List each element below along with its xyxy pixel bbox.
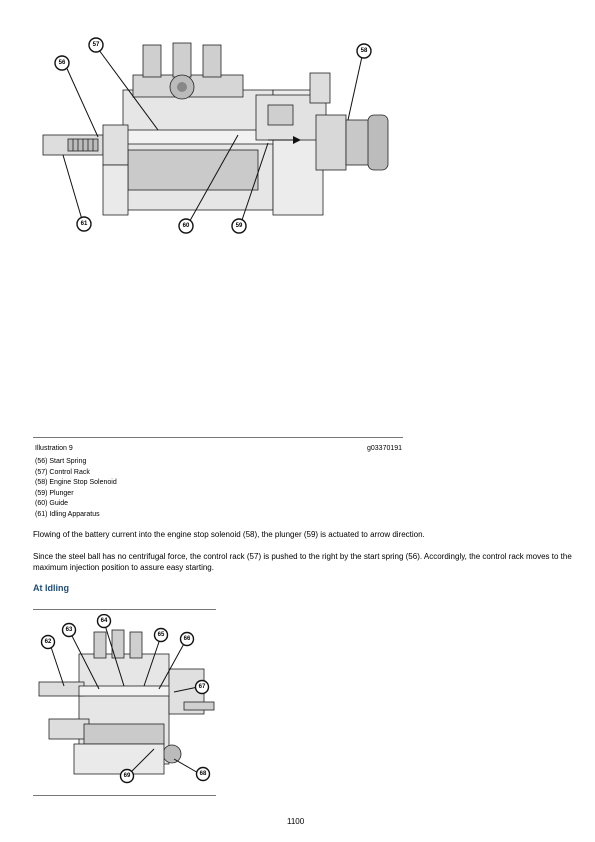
- callout-66: [181, 633, 194, 646]
- callout-68: [197, 768, 210, 781]
- callout-56-label: 56: [58, 60, 66, 66]
- figure-legend: [35, 457, 117, 520]
- paragraph-2: Since the steel ball has no centrifugal force, the control rack (57) is pushed to the right by the start spring (56). Accordingly, the control rack moves to the maximum injection position to assure easy starting.: [33, 552, 572, 572]
- callout-61-label: 61: [80, 221, 88, 227]
- pump-diagram-start: [28, 35, 423, 235]
- legend-item: (58) Engine Stop Solenoid: [35, 479, 117, 486]
- callout-64-label: 64: [100, 618, 108, 624]
- callout-69-label: 69: [123, 773, 131, 779]
- legend-item: (60) Guide: [35, 500, 69, 507]
- callout-65-label: 65: [157, 632, 165, 638]
- illustration-code: g03370191: [367, 445, 403, 452]
- figure-2-top-rule: [33, 609, 216, 610]
- callout-57-label: 57: [92, 42, 100, 48]
- paragraph-1: Flowing of the battery current into the engine stop solenoid (58), the plunger (59) is actuated to arrow direction.: [33, 530, 425, 539]
- legend-item: (59) Plunger: [35, 489, 74, 497]
- legend-item: (61) Idling Apparatus: [35, 510, 100, 518]
- callout-59: [232, 219, 246, 233]
- legend-item: (56) Start Spring: [35, 458, 87, 465]
- caption-divider: [33, 437, 403, 438]
- callout-57: [89, 38, 103, 52]
- callout-69: [121, 770, 134, 783]
- pump-diagram-idling: [34, 614, 216, 790]
- figure-2-bottom-rule: [33, 795, 216, 796]
- callout-68-label: 68: [199, 771, 207, 777]
- callout-63-label: 63: [65, 627, 73, 633]
- callout-58-label: 58: [360, 48, 368, 54]
- callout-62: [42, 636, 55, 649]
- callout-67-label: 67: [198, 684, 206, 690]
- callout-67: [196, 681, 209, 694]
- callout-58: [357, 44, 371, 58]
- callout-59-label: 59: [235, 223, 243, 229]
- illustration-9-figure: [28, 35, 423, 235]
- callout-60-label: 60: [182, 223, 190, 229]
- callout-60: [179, 219, 193, 233]
- callout-61: [77, 217, 91, 231]
- idling-figure: [34, 614, 216, 790]
- callout-64: [98, 615, 111, 628]
- page-number: 1100: [287, 817, 305, 826]
- callout-56: [55, 56, 69, 70]
- callout-63: [63, 624, 76, 637]
- illustration-label: Illustration 9: [35, 445, 73, 452]
- callout-62-label: 62: [44, 639, 52, 645]
- legend-item: (57) Control Rack: [35, 468, 90, 476]
- section-heading: At Idling: [33, 583, 69, 593]
- callout-66-label: 66: [183, 636, 191, 642]
- callout-65: [155, 629, 168, 642]
